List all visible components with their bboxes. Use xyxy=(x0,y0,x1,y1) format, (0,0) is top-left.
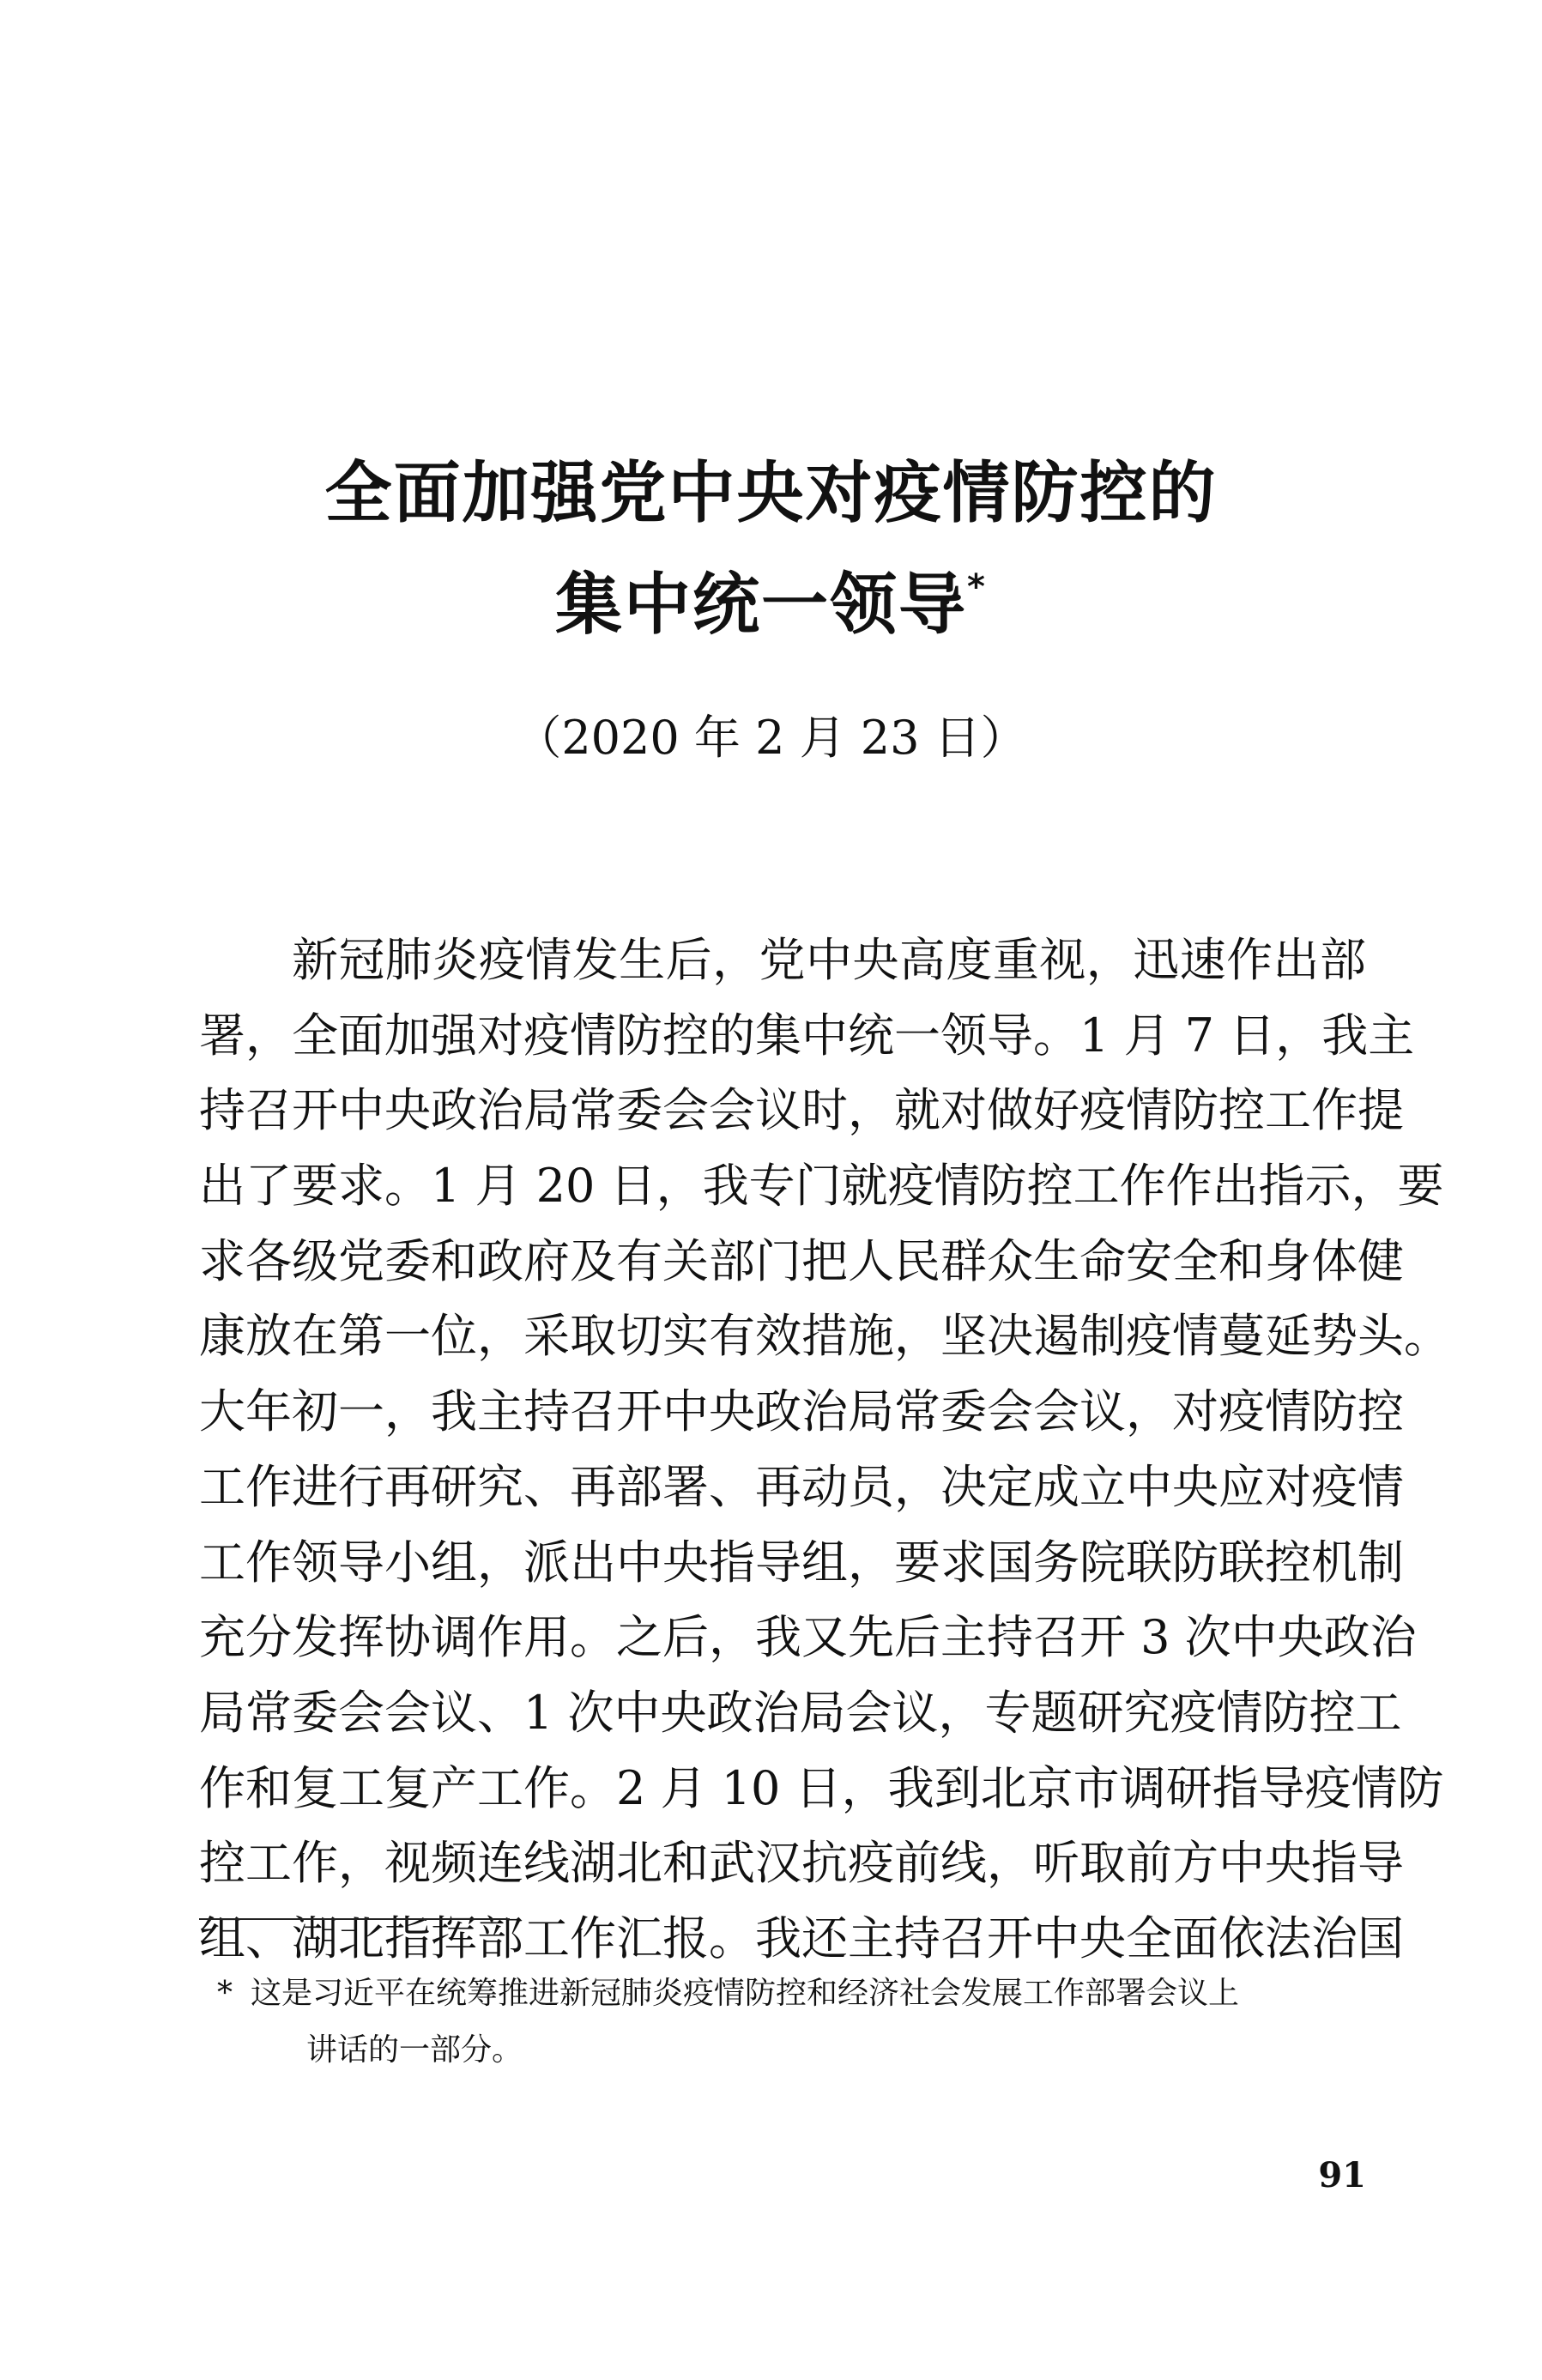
footnote-text-1: 这是习近平在统筹推进新冠肺炎疫情防控和经济社会发展工作部署会议上 xyxy=(251,1976,1240,2011)
body-line: 康放在第一位，采取切实有效措施，坚决遏制疫情蔓延势头。 xyxy=(199,1309,1450,1364)
body-line: 求各级党委和政府及有关部门把人民群众生命安全和身体健 xyxy=(199,1233,1404,1288)
title-text-2: 集中统一领导 xyxy=(555,566,968,644)
body-line: 工作领导小组，派出中央指导组，要求国务院联防联控机制 xyxy=(199,1535,1404,1590)
footnote-text-2: 讲话的一部分。 xyxy=(306,2032,523,2068)
page-title-line-1 xyxy=(0,446,1542,541)
body-paragraph xyxy=(199,923,1450,1977)
body-line: 控工作，视频连线湖北和武汉抗疫前线，听取前方中央指导 xyxy=(199,1836,1404,1891)
title-text-1: 全面加强党中央对疫情防控的 xyxy=(324,455,1218,532)
body-line: 局常委会会议、1 次中央政治局会议，专题研究疫情防控工 xyxy=(199,1685,1402,1740)
body-line: 出了要求。1 月 20 日，我专门就疫情防控工作作出指示，要 xyxy=(199,1159,1444,1214)
title-footnote-marker: * xyxy=(967,567,987,607)
footnote-line-1 xyxy=(199,1965,1366,2022)
body-line: 署，全面加强对疫情防控的集中统一领导。1 月 7 日，我主 xyxy=(199,1008,1415,1063)
speech-date: （2020 年 2 月 23 日） xyxy=(515,711,1027,765)
body-line: 充分发挥协调作用。之后，我又先后主持召开 3 次中央政治 xyxy=(199,1610,1417,1665)
page-title-line-2 xyxy=(0,558,1542,652)
body-line: 作和复工复产工作。2 月 10 日，我到北京市调研指导疫情防 xyxy=(199,1760,1444,1815)
footnote xyxy=(199,1965,1366,2079)
body-line: 大年初一，我主持召开中央政治局常委会会议，对疫情防控 xyxy=(199,1384,1404,1439)
body-line: 持召开中央政治局常委会会议时，就对做好疫情防控工作提 xyxy=(199,1083,1404,1138)
page-number: 91 xyxy=(1318,2155,1366,2195)
footnote-marker: * xyxy=(217,1976,233,2011)
footnote-divider xyxy=(199,1918,510,1920)
body-line: 工作进行再研究、再部署、再动员，决定成立中央应对疫情 xyxy=(199,1459,1404,1514)
body-line: 新冠肺炎疫情发生后，党中央高度重视，迅速作出部 xyxy=(292,933,1366,987)
body-line: 组、湖北指挥部工作汇报。我还主持召开中央全面依法治国 xyxy=(199,1911,1404,1965)
